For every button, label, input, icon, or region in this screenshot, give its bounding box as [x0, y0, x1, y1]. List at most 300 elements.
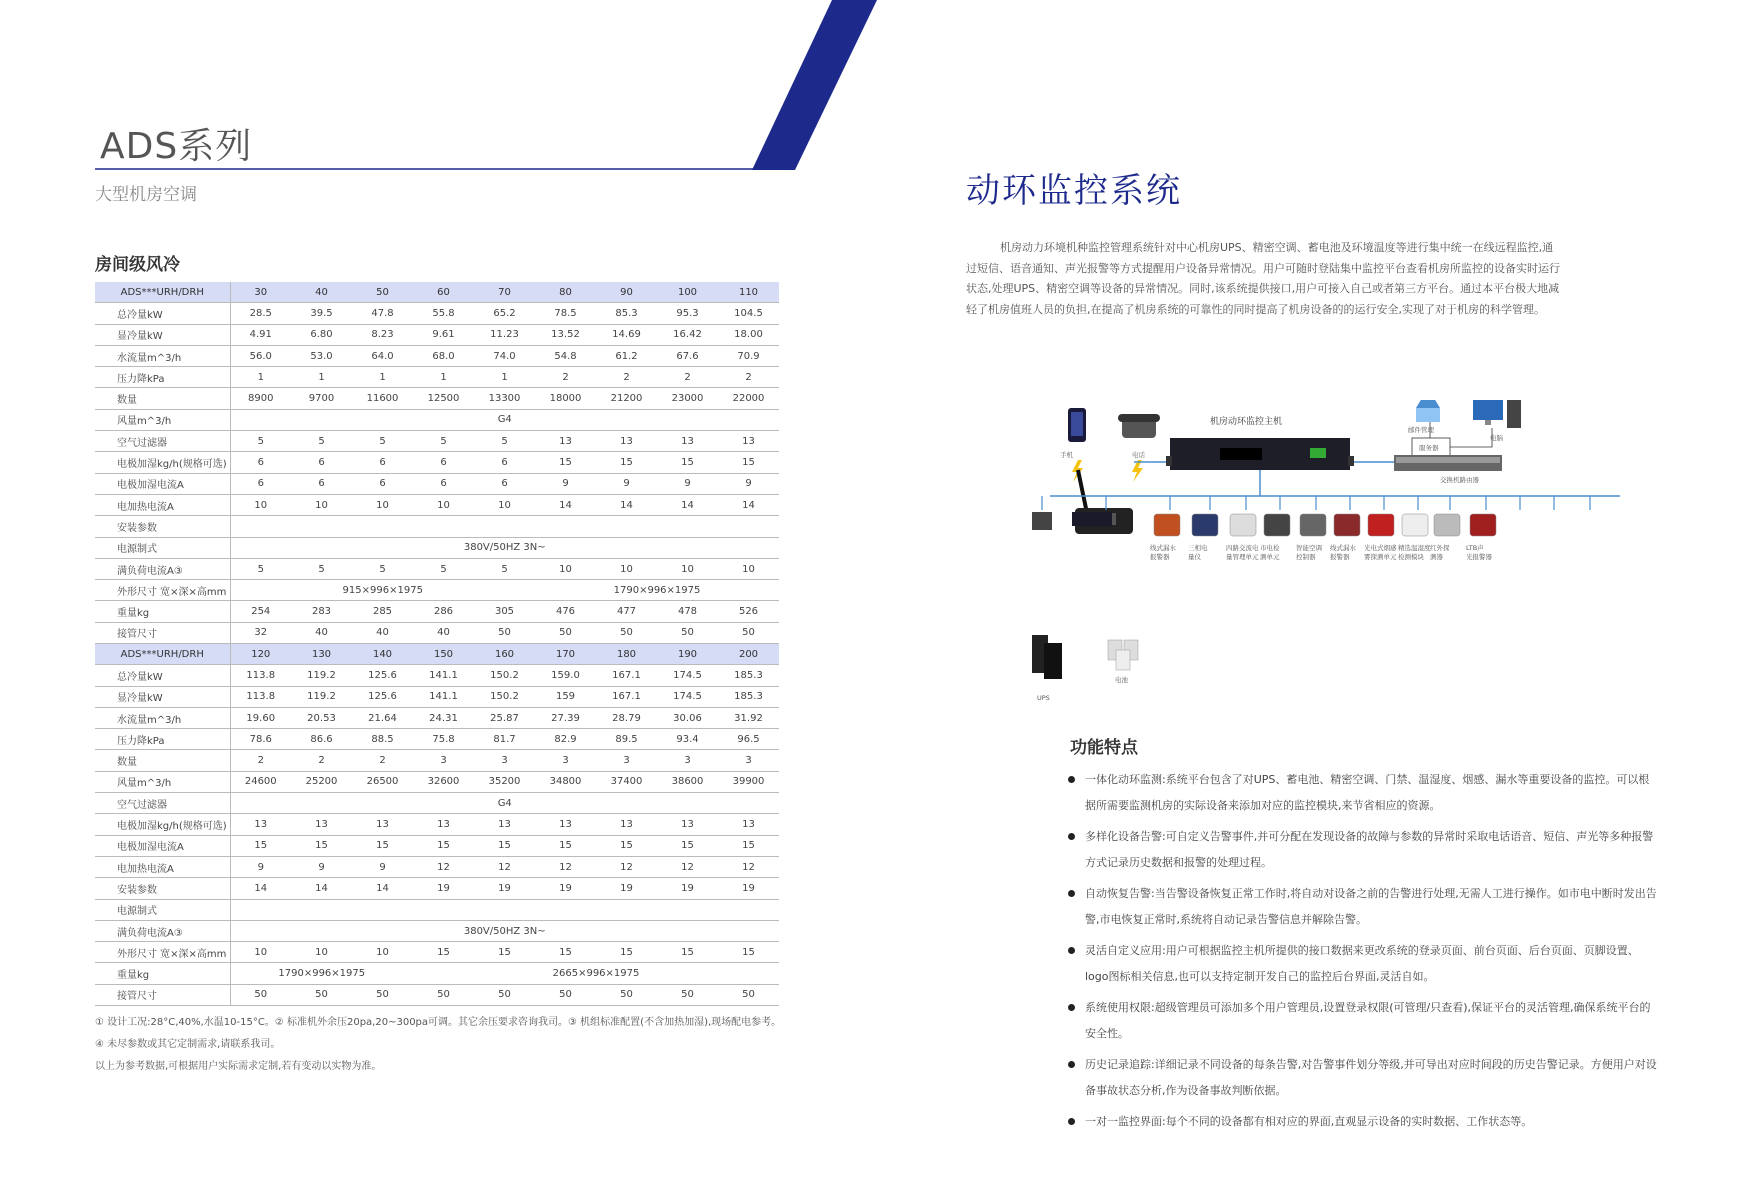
table-cell: 13 — [535, 814, 596, 835]
table-cell: 13 — [474, 814, 535, 835]
table-cell: 167.1 — [596, 665, 657, 686]
table-cell: 24.31 — [413, 707, 474, 728]
table-cell: 8.23 — [352, 324, 413, 345]
monitoring-host-device — [1166, 438, 1354, 470]
phone-label: 手机 — [1060, 451, 1073, 459]
table-cell: 30.06 — [657, 707, 718, 728]
table-cell: 25200 — [291, 771, 352, 792]
sensor-device-icon — [1154, 514, 1180, 536]
table-cell: 2 — [352, 750, 413, 771]
table-cell: 13 — [657, 814, 718, 835]
row-label: 电极加湿电流A — [95, 473, 230, 494]
battery-label: 电池 — [1115, 676, 1128, 684]
intro-paragraph: 机房动力环境机种监控管理系统针对中心机房UPS、精密空调、蓄电池及环境温度等进行集中统一在线远程监控,通过短信、语音通知、声光报警等方式提醒用户设备异常情况。用户可随时登陆集中监控平台查看机房所监控的设备实时运行状态,处理UPS、精密空调等设备的异常情况。同时,该系统提供接口,用户可接入自己或者第三方平台。通过本平台极大地减轻了机房值班人员的负担,在提高了机房系统的可靠性的同时提高了机房设备的的运行安全,实现了对于机房的科学管理。 — [966, 241, 1560, 316]
table-cell: 5 — [291, 558, 352, 579]
table-cell: 185.3 — [718, 665, 779, 686]
table-cell: 50 — [474, 984, 535, 1005]
sensor-device-icon — [1434, 514, 1460, 536]
feature-item — [1068, 767, 1660, 819]
table-cell: 24600 — [230, 771, 291, 792]
table-row — [95, 516, 779, 537]
row-label: 电极加湿kg/h(规格可选) — [95, 452, 230, 473]
table-cell: 10 — [718, 558, 779, 579]
feature-item — [1068, 1109, 1660, 1135]
sensor-device-icon — [1192, 514, 1218, 536]
row-label: 水流量m^3/h — [95, 345, 230, 366]
table-row — [95, 963, 779, 984]
table-cell: 15 — [718, 452, 779, 473]
table-cell: 32 — [230, 622, 291, 643]
feature-text: 一对一监控界面:每个不同的设备都有相对应的界面,直观显示设备的实时数据、工作状态等。 — [1085, 1115, 1533, 1128]
table-row — [95, 686, 779, 707]
model-header-cell: ADS***URH/DRH — [95, 282, 230, 303]
battery-icon — [1108, 640, 1138, 670]
table-cell: 2 — [657, 367, 718, 388]
table-cell: 11600 — [352, 388, 413, 409]
table-header-row — [95, 282, 779, 303]
table-row — [95, 473, 779, 494]
model-size-cell: 130 — [291, 644, 352, 665]
row-label: 水流量m^3/h — [95, 707, 230, 728]
feature-text: 历史记录追踪:详细记录不同设备的每条告警,对告警事件划分等级,并可导出对应时间段的历史告警记录。方便用户对设备事故状态分析,作为设备事故判断依据。 — [1085, 1058, 1657, 1097]
table-cell: 64.0 — [352, 345, 413, 366]
sensor-label: 市电检测单元 — [1260, 544, 1280, 561]
table-cell: 3 — [718, 750, 779, 771]
table-cell: 37400 — [596, 771, 657, 792]
table-cell: 14 — [657, 494, 718, 515]
table-cell: 478 — [657, 601, 718, 622]
table-row — [95, 899, 779, 920]
table-cell: 5 — [474, 558, 535, 579]
table-cell: 9 — [535, 473, 596, 494]
table-cell: 28.79 — [596, 707, 657, 728]
server-label: 服务器 — [1419, 444, 1439, 452]
row-label: 外形尺寸 宽×深×高mm — [95, 942, 230, 963]
table-cell: 14 — [230, 878, 291, 899]
table-cell: 10 — [474, 494, 535, 515]
table-cell: 119.2 — [291, 686, 352, 707]
row-label: 重量kg — [95, 601, 230, 622]
model-size-cell: 110 — [718, 282, 779, 303]
row-label: 满负荷电流A③ — [95, 920, 230, 941]
table-cell: 88.5 — [352, 729, 413, 750]
table-cell: 9 — [657, 473, 718, 494]
table-cell: 10 — [657, 558, 718, 579]
row-label: 重量kg — [95, 963, 230, 984]
table-cell: 125.6 — [352, 686, 413, 707]
table-cell: 9 — [596, 473, 657, 494]
model-size-cell: 50 — [352, 282, 413, 303]
row-label: 电加热电流A — [95, 494, 230, 515]
pc-label: 电脑 — [1490, 434, 1503, 442]
table-cell: 12 — [718, 856, 779, 877]
table-cell: 3 — [657, 750, 718, 771]
table-cell: 19 — [413, 878, 474, 899]
table-cell: 150.2 — [474, 665, 535, 686]
page-title: 动环监控系统 — [966, 171, 1182, 211]
table-cell: 1790×996×1975 — [230, 963, 413, 984]
sensor-label: 线式漏水报警器 — [1150, 544, 1176, 561]
features-list — [1068, 767, 1660, 1140]
row-label: 压力降kPa — [95, 367, 230, 388]
row-label: 数量 — [95, 388, 230, 409]
row-label: 电源制式 — [95, 899, 230, 920]
table-cell: 13 — [596, 431, 657, 452]
table-cell: 380V/50HZ 3N~ — [230, 920, 779, 941]
table-row — [95, 324, 779, 345]
table-cell: 13 — [413, 814, 474, 835]
table-cell: 141.1 — [413, 665, 474, 686]
table-cell: 6 — [230, 452, 291, 473]
model-size-cell: 190 — [657, 644, 718, 665]
table-cell: 4.91 — [230, 324, 291, 345]
table-cell: 6 — [352, 473, 413, 494]
mail-icon — [1416, 400, 1440, 422]
table-cell: 12 — [474, 856, 535, 877]
table-cell: 13300 — [474, 388, 535, 409]
row-label: 风量m^3/h — [95, 409, 230, 430]
table-cell: 305 — [474, 601, 535, 622]
sensor-device-icon — [1264, 514, 1290, 536]
table-cell: 286 — [413, 601, 474, 622]
bullet-icon — [1068, 947, 1075, 954]
table-row — [95, 665, 779, 686]
table-cell: 19 — [474, 878, 535, 899]
table-row — [95, 856, 779, 877]
row-label: 总冷量kW — [95, 665, 230, 686]
table-cell: 174.5 — [657, 665, 718, 686]
table-cell: 3 — [535, 750, 596, 771]
table-cell: 15 — [596, 942, 657, 963]
table-cell: 50 — [230, 984, 291, 1005]
table-cell: 25.87 — [474, 707, 535, 728]
table-row — [95, 878, 779, 899]
table-cell: 6 — [291, 473, 352, 494]
table-row — [95, 750, 779, 771]
table-cell: 50 — [535, 622, 596, 643]
ups-icon — [1032, 635, 1062, 679]
table-row — [95, 622, 779, 643]
table-cell: 477 — [596, 601, 657, 622]
row-label: 电源制式 — [95, 537, 230, 558]
spec-table-2 — [95, 644, 779, 1006]
model-header-cell: ADS***URH/DRH — [95, 644, 230, 665]
table-row — [95, 707, 779, 728]
table-cell: 70.9 — [718, 345, 779, 366]
feature-text: 一体化动环监测:系统平台包含了对UPS、蓄电池、精密空调、门禁、温湿度、烟感、漏水等重要设备的监控。可以根据所需要监测机房的实际设备来添加对应的监控模块,来节省相应的资源。 — [1085, 773, 1650, 812]
table-cell: 15 — [657, 942, 718, 963]
sensor-label: 线式漏水报警器 — [1330, 544, 1356, 561]
table-cell: 50 — [474, 622, 535, 643]
table-cell: 5 — [474, 431, 535, 452]
table-cell: 125.6 — [352, 665, 413, 686]
table-cell: 19 — [596, 878, 657, 899]
spec-table-1 — [95, 282, 779, 644]
sensor-device-icon — [1402, 514, 1428, 536]
model-size-cell: 160 — [474, 644, 535, 665]
sensor-label: 三相电量仪 — [1188, 544, 1208, 561]
table-cell: 3 — [474, 750, 535, 771]
table-cell: 5 — [352, 431, 413, 452]
table-cell: 27.39 — [535, 707, 596, 728]
table-cell: 283 — [291, 601, 352, 622]
table-cell: 12 — [596, 856, 657, 877]
table-cell: 15 — [413, 835, 474, 856]
table-cell: 18000 — [535, 388, 596, 409]
model-size-cell: 120 — [230, 644, 291, 665]
model-size-cell: 40 — [291, 282, 352, 303]
row-label: 电极加湿kg/h(规格可选) — [95, 814, 230, 835]
switch-label: 交换机路由器 — [1440, 476, 1479, 484]
table-cell: 6 — [474, 473, 535, 494]
table-cell: 12 — [535, 856, 596, 877]
table-cell: 13 — [230, 814, 291, 835]
table-cell: 5 — [413, 431, 474, 452]
table-cell: 11.23 — [474, 324, 535, 345]
host-label: 机房动环监控主机 — [1210, 417, 1283, 427]
footnote-1: ① 设计工况:28°C,40%,水温10-15°C。② 标准机外余压20pa,20~300pa可调。其它余压要求咨询我司。③ 机组标准配置(不含加热加湿),现场配电参考。 — [95, 1017, 782, 1028]
table-cell: 15 — [474, 942, 535, 963]
telephone-label: 电话 — [1132, 451, 1145, 459]
table-cell: 9 — [230, 856, 291, 877]
table-cell: 6 — [291, 452, 352, 473]
table-cell: 10 — [230, 494, 291, 515]
table-cell: 167.1 — [596, 686, 657, 707]
table-row — [95, 814, 779, 835]
feature-text: 系统使用权限:超级管理员可添加多个用户管理员,设置登录权限(可管理/只查看),保证平台的灵活管理,确保系统平台的安全性。 — [1085, 1001, 1651, 1040]
table-cell: 15 — [535, 835, 596, 856]
model-size-cell: 80 — [535, 282, 596, 303]
sensor-label: 四路交流电量管理单元 — [1226, 544, 1259, 561]
table-cell: 50 — [352, 984, 413, 1005]
mobile-phone-icon — [1068, 408, 1086, 442]
table-cell: 285 — [352, 601, 413, 622]
features-title: 功能特点 — [1070, 738, 1138, 758]
table-row — [95, 729, 779, 750]
table-cell: 31.92 — [718, 707, 779, 728]
table-row — [95, 558, 779, 579]
section-title-room-cooling: 房间级风冷 — [95, 255, 180, 275]
table-cell: 67.6 — [657, 345, 718, 366]
signal-bolt-icon — [1132, 460, 1143, 482]
bullet-icon — [1068, 890, 1075, 897]
model-size-cell: 100 — [657, 282, 718, 303]
table-cell: 40 — [413, 622, 474, 643]
table-row — [95, 388, 779, 409]
table-cell: 50 — [413, 984, 474, 1005]
table-cell: 9 — [352, 856, 413, 877]
table-cell: 159.0 — [535, 665, 596, 686]
computer-icon — [1473, 400, 1521, 428]
model-size-cell: 90 — [596, 282, 657, 303]
table-cell: 9 — [291, 856, 352, 877]
table-cell: 89.5 — [596, 729, 657, 750]
table-cell: 19 — [535, 878, 596, 899]
system-diagram — [1030, 400, 1630, 710]
table-cell: 15 — [596, 452, 657, 473]
table-cell: 13 — [291, 814, 352, 835]
table-cell: 10 — [291, 942, 352, 963]
table-cell: 9.61 — [413, 324, 474, 345]
table-cell: 85.3 — [596, 303, 657, 324]
table-cell: 9700 — [291, 388, 352, 409]
feature-text: 多样化设备告警:可自定义告警事件,并可分配在发现设备的故障与参数的异常时采取电话语音、短信、声光等多种报警方式记录历史数据和报警的处理过程。 — [1085, 830, 1654, 869]
table-cell: 13 — [718, 431, 779, 452]
table-cell: 38600 — [657, 771, 718, 792]
row-label: 显冷量kW — [95, 324, 230, 345]
table-cell: 476 — [535, 601, 596, 622]
sensor-device-icon — [1230, 514, 1256, 536]
table-cell: 6 — [474, 452, 535, 473]
table-cell: 50 — [718, 622, 779, 643]
table-cell: 14.69 — [596, 324, 657, 345]
table-cell: 141.1 — [413, 686, 474, 707]
table-cell: 13 — [596, 814, 657, 835]
mail-label: 邮件管理 — [1408, 426, 1434, 434]
table-cell: 50 — [596, 984, 657, 1005]
table-row — [95, 409, 779, 430]
table-cell: 56.0 — [230, 345, 291, 366]
table-cell: 113.8 — [230, 686, 291, 707]
model-size-cell: 180 — [596, 644, 657, 665]
table-cell: 1 — [474, 367, 535, 388]
table-cell — [230, 899, 779, 920]
table-cell: 113.8 — [230, 665, 291, 686]
table-cell: 5 — [291, 431, 352, 452]
table-cell: 1 — [230, 367, 291, 388]
sensor-label: 精选温湿度检测模块 — [1398, 544, 1431, 561]
table-cell: 22000 — [718, 388, 779, 409]
feature-item — [1068, 881, 1660, 933]
table-cell: 93.4 — [657, 729, 718, 750]
table-cell: 14 — [596, 494, 657, 515]
table-cell: 50 — [535, 984, 596, 1005]
table-cell: 16.42 — [657, 324, 718, 345]
table-cell: 15 — [352, 835, 413, 856]
model-size-cell: 150 — [413, 644, 474, 665]
table-cell: 53.0 — [291, 345, 352, 366]
bullet-icon — [1068, 776, 1075, 783]
telephone-icon — [1118, 414, 1160, 438]
table-cell: 104.5 — [718, 303, 779, 324]
row-label: 安装参数 — [95, 516, 230, 537]
table-cell: 2 — [291, 750, 352, 771]
table-cell: 6 — [352, 452, 413, 473]
table-cell — [230, 516, 779, 537]
table-cell: 40 — [291, 622, 352, 643]
table-cell: 14 — [291, 878, 352, 899]
table-cell: 39900 — [718, 771, 779, 792]
table-row — [95, 494, 779, 515]
table-row — [95, 537, 779, 558]
table-cell: 5 — [352, 558, 413, 579]
table-cell: 2 — [718, 367, 779, 388]
table-cell: 3 — [413, 750, 474, 771]
sensor-label: 光电式烟感雾探测单元 — [1364, 544, 1397, 561]
sensor-label: LTB声光报警器 — [1466, 544, 1492, 561]
table-cell: 9 — [718, 473, 779, 494]
table-cell: 8900 — [230, 388, 291, 409]
table-cell: 19.60 — [230, 707, 291, 728]
table-cell: 74.0 — [474, 345, 535, 366]
table-cell: 15 — [535, 942, 596, 963]
table-row — [95, 367, 779, 388]
table-cell: 21200 — [596, 388, 657, 409]
table-cell: 55.8 — [413, 303, 474, 324]
table-cell: 2 — [230, 750, 291, 771]
table-cell: 23000 — [657, 388, 718, 409]
model-size-cell: 60 — [413, 282, 474, 303]
table-cell: 61.2 — [596, 345, 657, 366]
table-cell: 86.6 — [291, 729, 352, 750]
row-label: 满负荷电流A③ — [95, 558, 230, 579]
table-cell: 21.64 — [352, 707, 413, 728]
table-row — [95, 771, 779, 792]
table-cell: 2 — [535, 367, 596, 388]
table-cell: 15 — [230, 835, 291, 856]
table-cell: 78.5 — [535, 303, 596, 324]
table-cell: 96.5 — [718, 729, 779, 750]
table-header-row — [95, 644, 779, 665]
table-cell: 65.2 — [474, 303, 535, 324]
row-label: 显冷量kW — [95, 686, 230, 707]
table-cell: 119.2 — [291, 665, 352, 686]
table-cell: 35200 — [474, 771, 535, 792]
table-cell: 20.53 — [291, 707, 352, 728]
table-cell: 13 — [657, 431, 718, 452]
table-cell: 81.7 — [474, 729, 535, 750]
series-title: ADS系列 — [100, 126, 253, 167]
table-cell: 15 — [657, 452, 718, 473]
table-cell: 50 — [657, 622, 718, 643]
bullet-icon — [1068, 1004, 1075, 1011]
table-cell: 50 — [291, 984, 352, 1005]
table-cell: 10 — [291, 494, 352, 515]
table-cell: 13.52 — [535, 324, 596, 345]
table-cell: 14 — [718, 494, 779, 515]
table-cell: 12 — [657, 856, 718, 877]
row-label: 风量m^3/h — [95, 771, 230, 792]
table-cell: 254 — [230, 601, 291, 622]
table-cell: 15 — [413, 942, 474, 963]
table-cell: G4 — [230, 409, 779, 430]
table-cell: 2 — [596, 367, 657, 388]
feature-item — [1068, 824, 1660, 876]
io-module-device — [1032, 512, 1052, 530]
table-row — [95, 345, 779, 366]
table-cell: 1 — [352, 367, 413, 388]
table-cell: 15 — [657, 835, 718, 856]
table-row — [95, 920, 779, 941]
table-cell: 2665×996×1975 — [413, 963, 779, 984]
table-cell: 47.8 — [352, 303, 413, 324]
table-cell: 6 — [413, 452, 474, 473]
table-row — [95, 793, 779, 814]
table-row — [95, 303, 779, 324]
table-cell: 12 — [413, 856, 474, 877]
row-label: 空气过滤器 — [95, 431, 230, 452]
table-cell: 15 — [718, 942, 779, 963]
table-cell: 6 — [413, 473, 474, 494]
table-cell: 10 — [352, 942, 413, 963]
table-cell: 12500 — [413, 388, 474, 409]
sensor-label: 智能空调控制器 — [1296, 544, 1322, 561]
table-row — [95, 984, 779, 1005]
bullet-icon — [1068, 1061, 1075, 1068]
model-size-cell: 30 — [230, 282, 291, 303]
table-cell: 14 — [352, 878, 413, 899]
table-row — [95, 942, 779, 963]
